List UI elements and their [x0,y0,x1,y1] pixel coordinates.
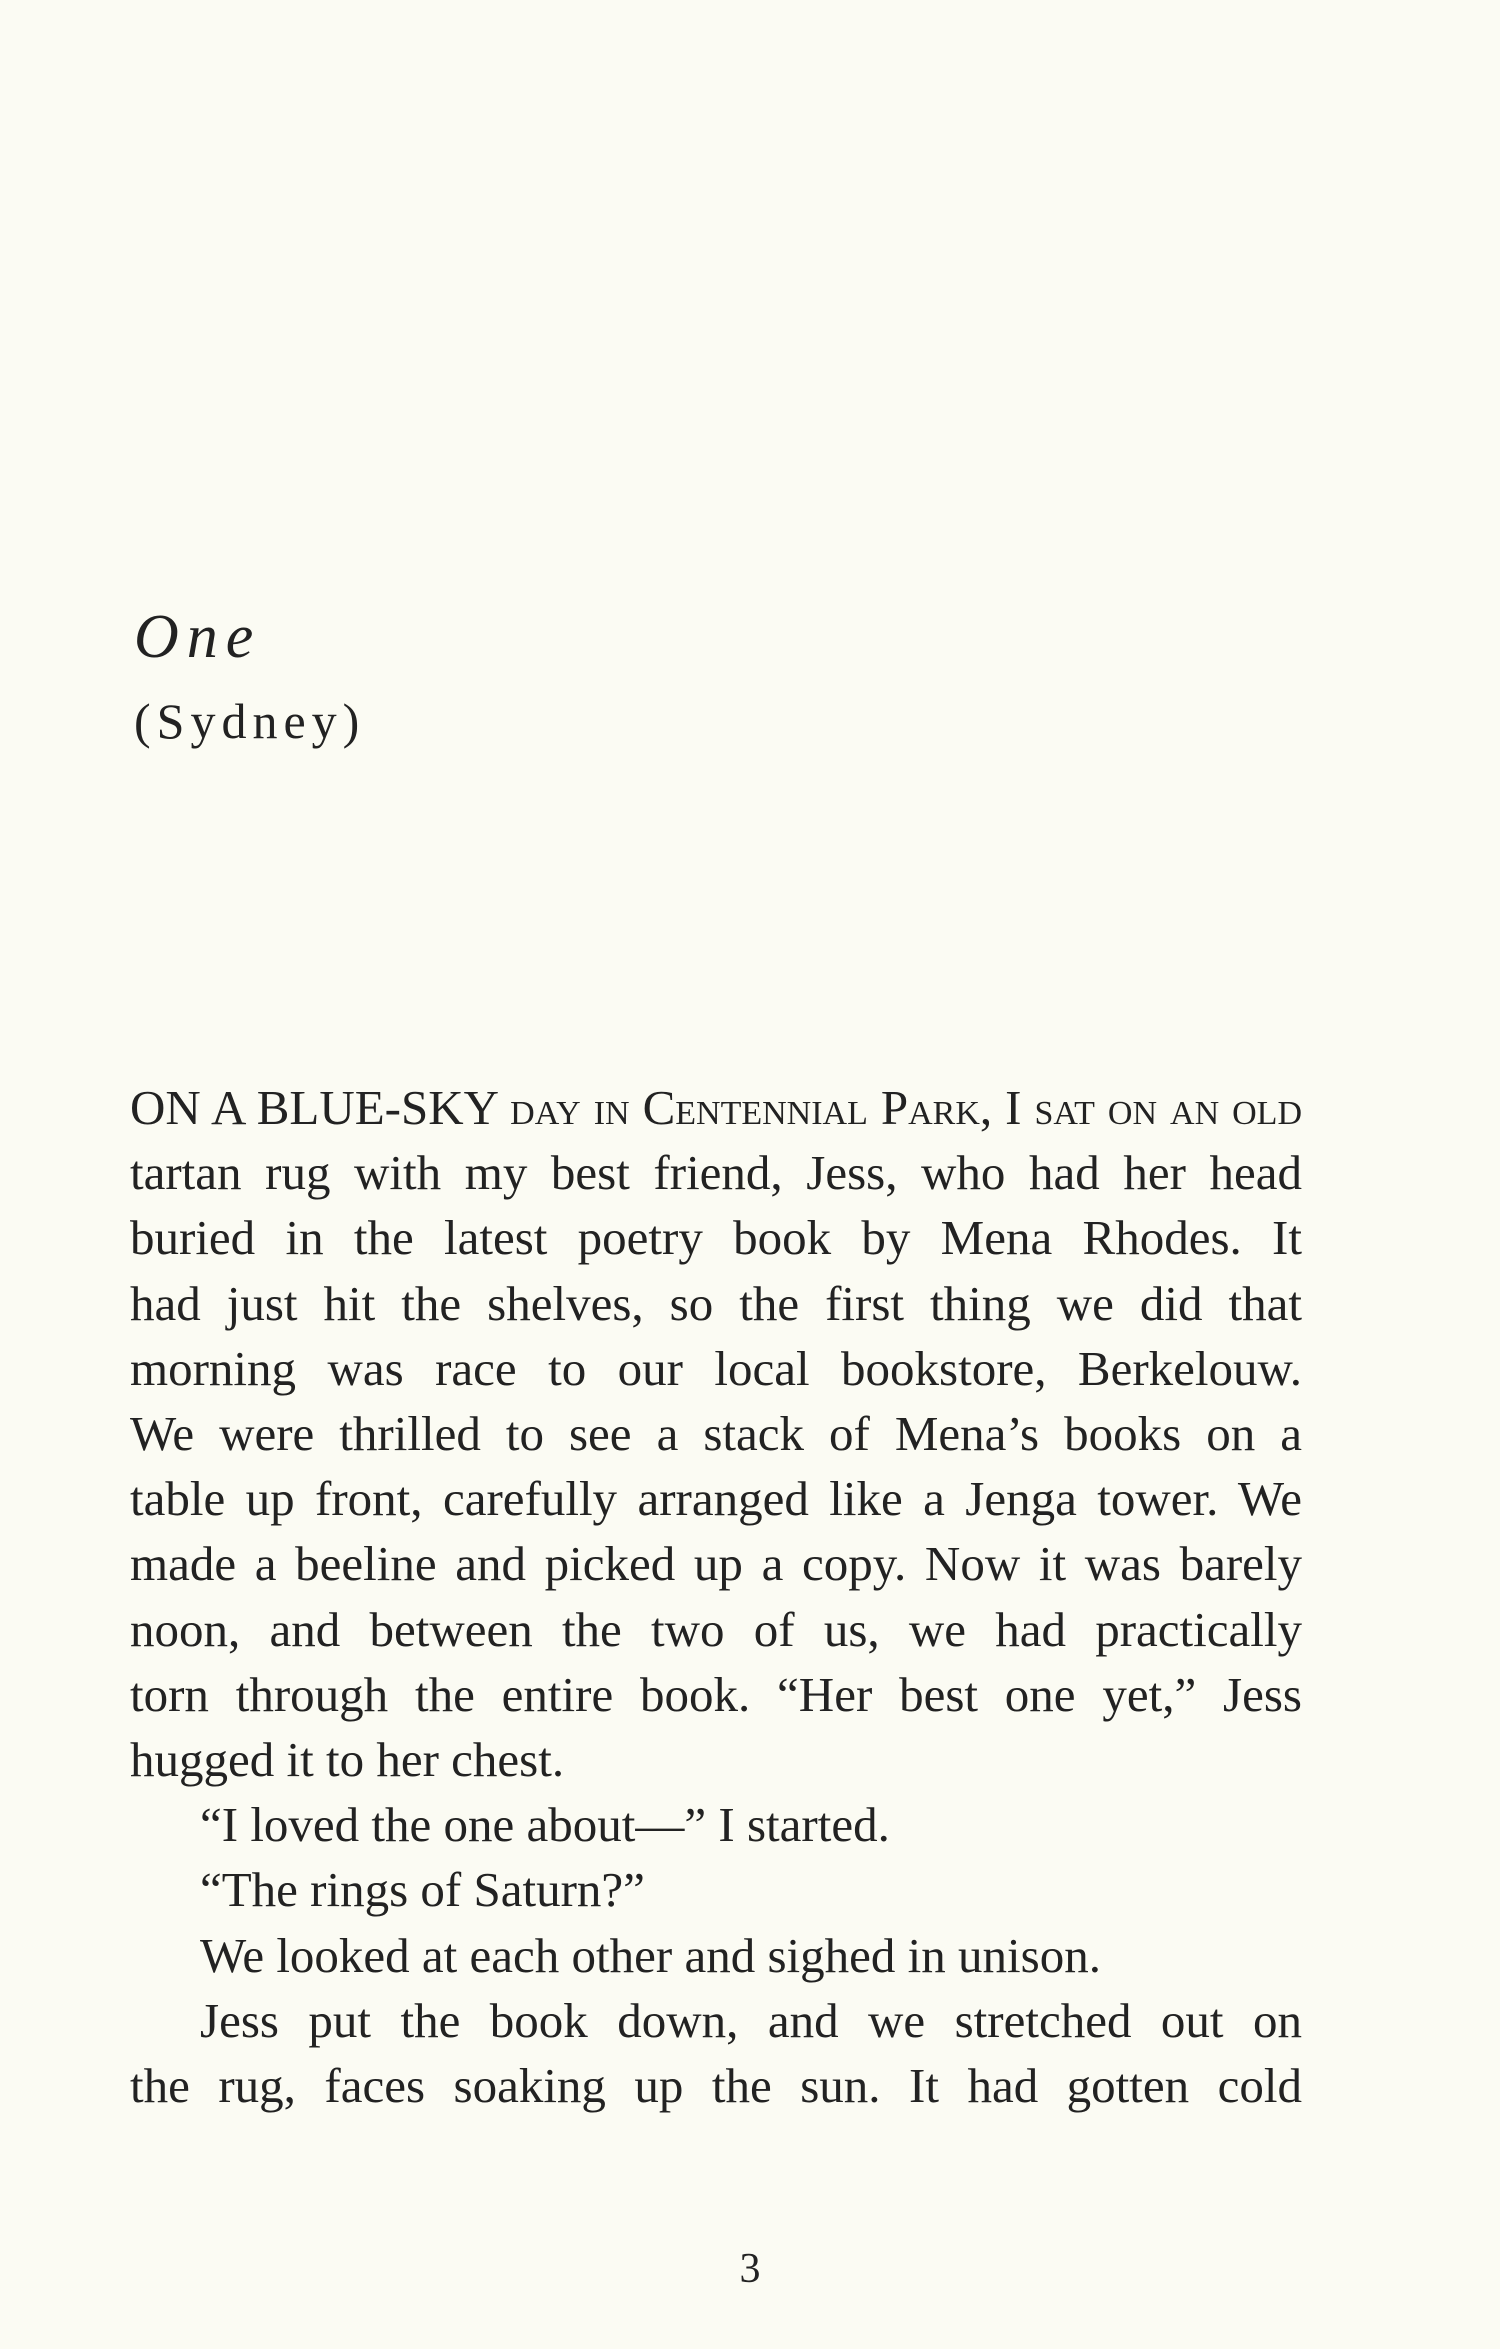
body-line: We looked at each other and sighed in unison. [200,1927,1101,1983]
body-line: noon, and between the two of us, we had practically [130,1601,1302,1657]
body-line: “I loved the one about—” I started. [200,1797,890,1853]
body-line: hugged it to her chest. [130,1732,565,1788]
body-line: torn through the entire book. “Her best one yet,” Jess [130,1666,1302,1722]
body-text [130,1075,1302,2118]
body-line: We were thrilled to see a stack of Mena’s books on a [130,1406,1302,1462]
body-line: table up front, carefully arranged like a Jenga tower. We [130,1471,1302,1527]
chapter-title: One [134,603,262,671]
body-line: the rug, faces soaking up the sun. It had gotten cold [130,2058,1302,2114]
body-line: morning was race to our local bookstore, Berkelouw. [130,1340,1302,1396]
body-line: buried in the latest poetry book by Mena Rhodes. It [130,1210,1302,1266]
chapter-subtitle: (Sydney) [134,693,366,749]
body-line: made a beeline and picked up a copy. Now it was barely [130,1536,1302,1592]
page-number: 3 [739,2246,761,2292]
body-line: tartan rug with my best friend, Jess, who had her head [130,1145,1302,1201]
body-line: “The rings of Saturn?” [200,1862,645,1918]
body-line: had just hit the shelves, so the first thing we did that [130,1275,1302,1331]
body-line: Jess put the book down, and we stretched out on [200,1992,1302,2048]
body-line: ON A BLUE-SKY day in Centennial Park, I sat on an old [130,1080,1302,1135]
